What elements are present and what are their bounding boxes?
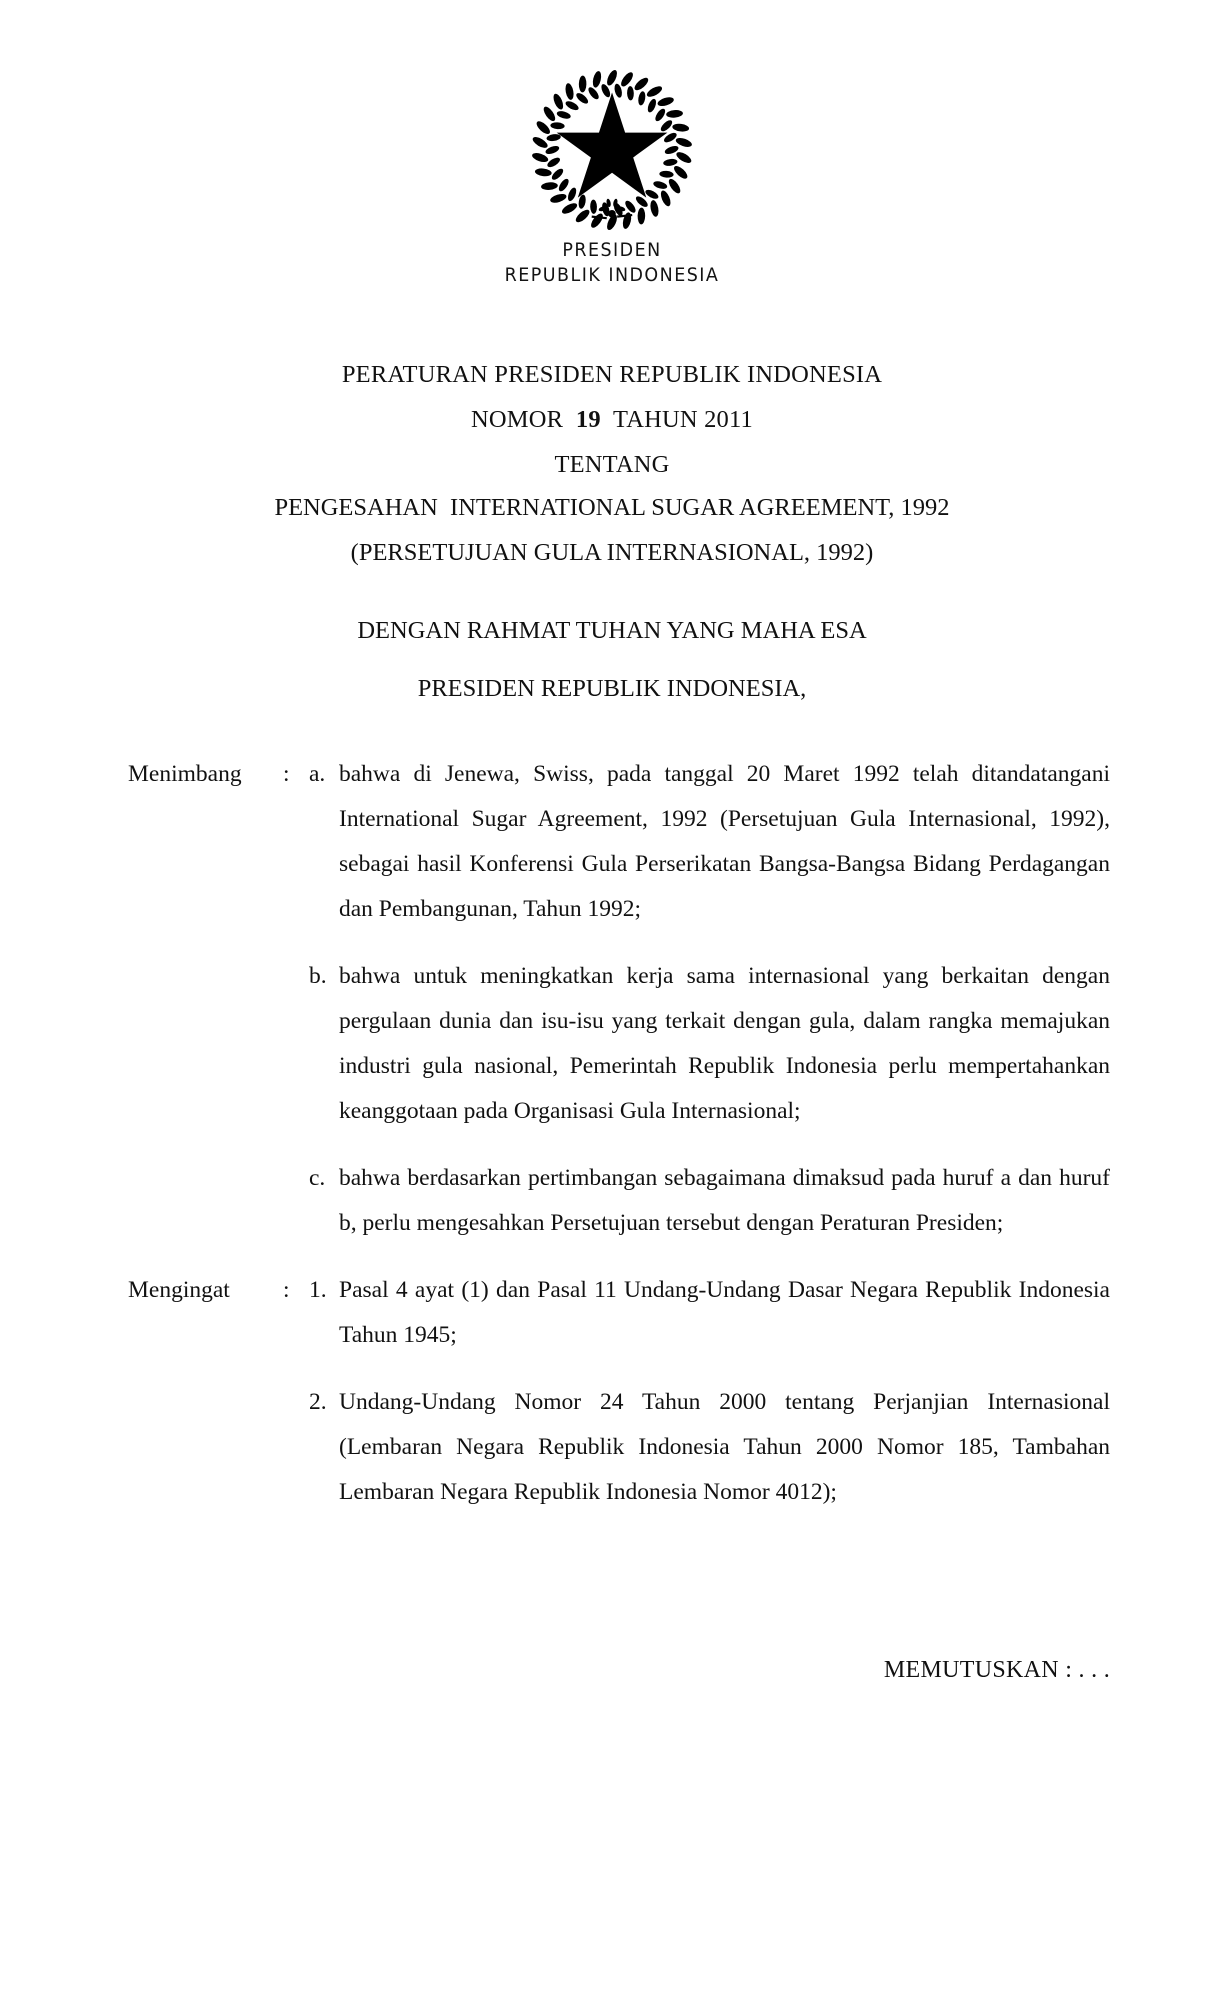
remembering-marker-2: 2. (309, 1389, 327, 1415)
letterhead (0, 66, 1224, 288)
subtitle-line-1: PENGESAHAN INTERNATIONAL SUGAR AGREEMENT, 1992 (274, 494, 950, 521)
invocation-presiden: PRESIDEN REPUBLIK INDONESIA, (417, 675, 807, 702)
page-footer (0, 1648, 1224, 1693)
nomor-value: 19 (575, 406, 601, 433)
considering-text-c: bahwa berdasarkan pertimbangan sebagaimana dimaksud pada huruf a dan huruf b, perlu mengesahkan Persetujuan tersebut dengan Peraturan Presiden; (339, 1165, 1110, 1236)
document-title-block (0, 352, 1224, 487)
invocation-block (0, 602, 1224, 718)
regulation-number-line (0, 397, 1224, 442)
considering-text-a: bahwa di Jenewa, Swiss, pada tanggal 20 Maret 1992 telah ditandatangani International Sugar Agreement, 1992 (Persetujuan Gula Internasional, 1992), sebagai hasil Konferensi Gula Perserikatan Bangsa-Bangsa Bidang Perdagangan dan Pembangunan, Tahun 1992; (339, 761, 1110, 922)
considering-marker-a: a. (309, 761, 326, 787)
letterhead-caption (49, 238, 1175, 288)
tentang-label: TENTANG (554, 451, 670, 478)
document-subtitle-block (0, 485, 1224, 575)
indonesian-presidential-seal-icon (528, 66, 696, 234)
letterhead-line-presiden: PRESIDEN (562, 239, 662, 261)
nomor-prefix: NOMOR (471, 406, 576, 433)
remembering-marker-1: 1. (309, 1277, 327, 1303)
subtitle-line-2: (PERSETUJUAN GULA INTERNASIONAL, 1992) (350, 539, 874, 566)
considering-item-a (0, 752, 1224, 932)
remembering-item-2 (0, 1380, 1224, 1515)
regulation-type-line: PERATURAN PRESIDEN REPUBLIK INDONESIA (341, 361, 883, 388)
considering-text-b: bahwa untuk meningkatkan kerja sama internasional yang berkaitan dengan pergulaan dunia dan isu-isu yang terkait dengan gula, dalam rangka memajukan industri gula nasional, Pemerintah Republik Indonesia perlu mempertahankan keanggotaan pada Organisasi Gula Internasional; (339, 963, 1110, 1124)
considering-colon: : (283, 761, 290, 787)
considering-marker-c: c. (309, 1165, 326, 1191)
document-body (0, 752, 1224, 1537)
remembering-label: Mengingat (128, 1277, 230, 1303)
remembering-item-1 (0, 1268, 1224, 1358)
nomor-suffix: TAHUN 2011 (600, 406, 753, 433)
considering-marker-b: b. (309, 963, 327, 989)
letterhead-line-republik-indonesia: REPUBLIK INDONESIA (504, 264, 720, 286)
remembering-text-2: Undang-Undang Nomor 24 Tahun 2000 tentang Perjanjian Internasional (Lembaran Negara Republik Indonesia Tahun 2000 Nomor 185, Tambahan Lembaran Negara Republik Indonesia Nomor 4012); (339, 1389, 1110, 1505)
considering-label: Menimbang (128, 761, 242, 787)
invocation-rahmat-tuhan: DENGAN RAHMAT TUHAN YANG MAHA ESA (357, 617, 867, 644)
remembering-text-1: Pasal 4 ayat (1) dan Pasal 11 Undang-Undang Dasar Negara Republik Indonesia Tahun 1945; (339, 1277, 1110, 1348)
remembering-colon: : (283, 1277, 290, 1303)
considering-item-c (0, 1156, 1224, 1246)
considering-item-b (0, 954, 1224, 1134)
continuation-notice: MEMUTUSKAN : . . . (883, 1657, 1110, 1683)
